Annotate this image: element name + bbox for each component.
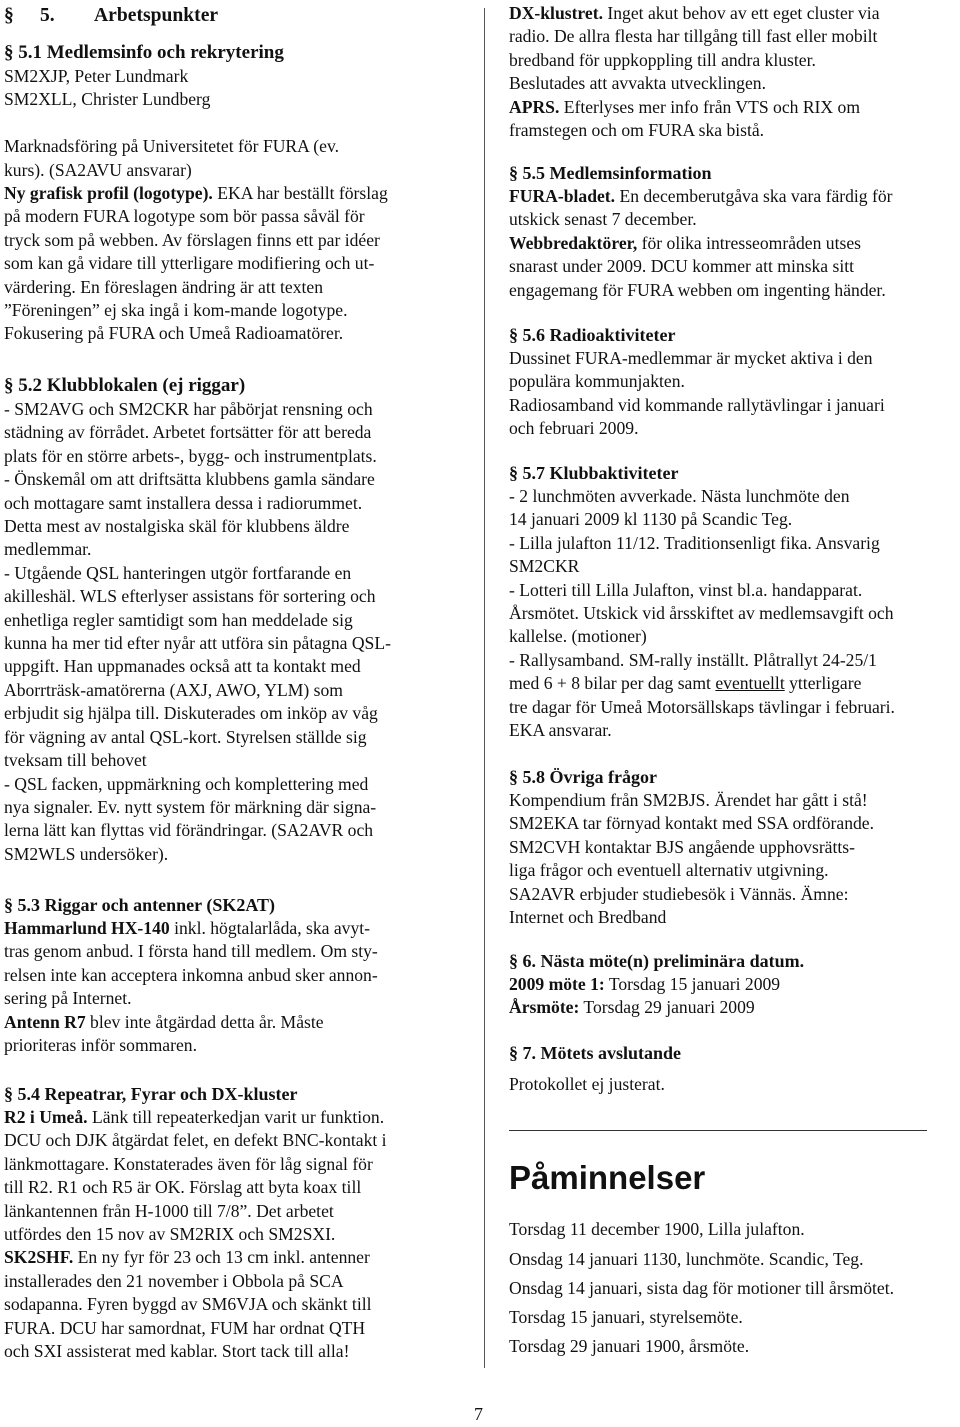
paragraph-eventuellt: med 6 + 8 bilar per dag samt eventuellt ytterligare <box>509 673 862 694</box>
text-line: som kan gå vidare till ytterligare modifiering och ut- <box>4 253 375 274</box>
reminder-item: Torsdag 29 januari 1900, årsmöte. <box>509 1336 750 1356</box>
paragraph-webbredaktorer: Webbredaktörer, för olika intresseområden utses <box>509 232 861 253</box>
text-line: Radiosamband vid kommande rallytävlingar i januari <box>509 394 885 415</box>
reminders-title: Påminnelser <box>509 1159 706 1196</box>
text-line: - Lotteri till Lilla Julafton, vinst bl.a. handapparat. <box>509 579 863 600</box>
annual-meeting-date: Årsmöte: Torsdag 29 januari 2009 <box>509 997 755 1018</box>
text-line: Fokusering på FURA och Umeå Radioamatörer. <box>4 323 344 344</box>
section-7 <box>509 1042 960 1096</box>
text-line: kunna ha mer tid efter nyår att utföra sin påtagna QSL- <box>4 633 391 654</box>
text-line: FURA. DCU har samordnat, FUM har ordnat QTH <box>4 1317 366 1338</box>
section-5-6 <box>509 324 960 441</box>
text-line: tras genom anbud. I första hand till medlem. Om sty- <box>4 941 378 962</box>
text-line: nya signaler. Ev. nytt system för märkning där signa- <box>4 796 377 817</box>
text-line: kurs). (SA2AVU ansvarar) <box>4 159 192 180</box>
reminder-item: Onsdag 14 januari, sista dag för motioner till årsmötet. <box>509 1278 895 1298</box>
text-line: radio. De allra flesta har tillgång till fast eller mobilt <box>509 26 878 47</box>
section-5-1 <box>4 40 462 346</box>
text-line: Detta mest av nostalgiska skäl för klubbens äldre <box>4 516 350 537</box>
text-line: tveksam till behovet <box>4 750 147 771</box>
text-line: framstegen och om FURA ska bistå. <box>509 120 765 141</box>
text-line: - QSL facken, uppmärkning och komplettering med <box>4 773 369 794</box>
paragraph-r2: R2 i Umeå. Länk till repeaterkedjan varit ur funktion. <box>4 1107 385 1127</box>
text-line: länkantennen från H-1000 till 7/8”. Det arbetet <box>4 1200 334 1221</box>
paragraph-antenna: Antenn R7 blev inte åtgärdad detta år. Måste <box>4 1011 324 1032</box>
section-5-1-heading: § 5.1 Medlemsinfo och rekrytering <box>4 42 284 63</box>
text-line <box>4 112 462 135</box>
text-line: installerades den 21 november i Obbola på SCA <box>4 1270 344 1291</box>
section-7-text: Protokollet ej justerat. <box>509 1074 665 1094</box>
section-6 <box>509 950 960 1020</box>
text-line: snarast under 2009. DCU kommer att minska sitt <box>509 256 854 277</box>
column-divider <box>484 8 485 1368</box>
text-line: tre dagar för Umeå Motorsällskaps tävlingar i februari. <box>509 696 895 717</box>
text-line: utskick senast 7 december. <box>509 209 697 230</box>
text-line: städning av förrådet. Arbetet fortsätter för att bereda <box>4 422 372 443</box>
reminder-item: Torsdag 15 januari, styrelsemöte. <box>509 1307 743 1327</box>
section-6-heading: § 6. Nästa möte(n) preliminära datum. <box>509 951 805 971</box>
text-line: SM2CKR <box>509 556 580 577</box>
section-5-8-heading: § 5.8 Övriga frågor <box>509 767 657 787</box>
text-line: Årsmötet. Utskick vid årsskiftet av medlemsavgift och <box>509 603 894 624</box>
text-line: medlemmar. <box>4 539 92 560</box>
text-line: uppgift. Han uppmanades också att ta kontakt med <box>4 656 361 677</box>
paragraph-sk2shf: SK2SHF. En ny fyr för 23 och 13 cm inkl. antenner <box>4 1247 370 1268</box>
section-5-7 <box>509 462 960 742</box>
text-line: och februari 2009. <box>509 418 639 439</box>
text-line: SM2XJP, Peter Lundmark <box>4 66 189 86</box>
dx-cluster-paragraph: DX-klustret. Inget akut behov av ett eget cluster via radio. De allra flesta har tillgång till fast eller mobilt bredband för uppkoppling till andra kluster. Beslutades att avvakta utvecklingen. APRS. Efterlyses mer info från VTS och RIX om framstegen och om FURA ska bistå. <box>509 2 960 142</box>
text-line: länkmottagare. Konstaterades även för låg signal för <box>4 1153 373 1174</box>
text-line: Marknadsföring på Universitetet för FURA (ev. <box>4 136 340 157</box>
text-line: erbjudit sig hjälpa till. Diskuterades om inköp av våg <box>4 703 378 724</box>
text-line: och mottagare samt installera dessa i radiorummet. <box>4 492 363 513</box>
text-line: SM2WLS undersöker). <box>4 843 169 864</box>
reminder-item: Torsdag 11 december 1900, Lilla julafton. <box>509 1219 805 1239</box>
text-line: värdering. En föreslagen ändring är att texten <box>4 276 323 297</box>
text-line: Kompendium från SM2BJS. Ärendet har gått i stå! <box>509 790 868 810</box>
section-5-3-heading: § 5.3 Riggar och antenner (SK2AT) <box>4 895 276 915</box>
section-5-7-heading: § 5.7 Klubbaktiviteter <box>509 463 679 483</box>
section-5-5-heading: § 5.5 Medlemsinformation <box>509 163 712 183</box>
text-line: bredband för uppkoppling till andra kluster. <box>509 49 816 70</box>
text-line: liga frågor och eventuell alternativ utgivning. <box>509 860 829 881</box>
text-line: DCU och DJK åtgärdat felet, en defekt BNC-kontakt i <box>4 1130 387 1151</box>
text-line: - Rallysamband. SM-rally inställt. Plåtrallyt 24-25/1 <box>509 649 877 670</box>
section-5-heading: § 5. Arbetspunkter <box>4 5 219 26</box>
reminder-item: Onsdag 14 januari 1130, lunchmöte. Scandic, Teg. <box>509 1249 864 1269</box>
horizontal-rule <box>509 1130 927 1131</box>
text-line: Dussinet FURA-medlemmar är mycket aktiva i den <box>509 348 873 368</box>
text-line: 14 januari 2009 kl 1130 på Scandic Teg. <box>509 509 793 530</box>
section-5-2 <box>4 373 462 866</box>
page-number: 7 <box>474 1404 483 1424</box>
text-line: kallelse. (motioner) <box>509 626 647 647</box>
text-line: EKA ansvarar. <box>509 720 612 741</box>
section-5-4-heading: § 5.4 Repeatrar, Fyrar och DX-kluster <box>4 1084 298 1104</box>
text-line: Beslutades att avvakta utvecklingen. <box>509 73 766 94</box>
section-5-6-heading: § 5.6 Radioaktiviteter <box>509 325 676 345</box>
text-line: för vägning av antal QSL-kort. Styrelsen ställde sig <box>4 726 367 747</box>
text-line: Aborrträsk-amatörerna (AXJ, AWO, YLM) som <box>4 679 343 700</box>
text-line: sodapanna. Fyren byggd av SM6VJA och skänkt till <box>4 1294 372 1315</box>
text-line: relsen inte kan acceptera inkomna anbud sker annon- <box>4 964 378 985</box>
meeting-1-date: 2009 möte 1: Torsdag 15 januari 2009 <box>509 974 781 994</box>
text-line: - SM2AVG och SM2CKR har påbörjat rensning och <box>4 399 373 419</box>
text-line: ”Föreningen” ej ska ingå i kom-mande logotype. <box>4 300 348 321</box>
section-5-5 <box>509 162 960 302</box>
text-line: lerna lätt kan flyttas vid förändringar. (SA2AVR och <box>4 820 374 841</box>
text-line: SM2CVH kontaktar BJS angående upphovsrätts- <box>509 836 855 857</box>
section-7-heading: § 7. Mötets avslutande <box>509 1043 681 1063</box>
text-line: populära kommunjakten. <box>509 371 685 392</box>
paragraph-fura-bladet: FURA-bladet. En decemberutgåva ska vara färdig för <box>509 186 893 206</box>
section-5-2-heading: § 5.2 Klubblokalen (ej riggar) <box>4 375 246 396</box>
aprs-paragraph: APRS. Efterlyses mer info från VTS och RIX om <box>509 96 861 117</box>
text-line: SA2AVR erbjuder studiebesök i Vännäs. Ämne: <box>509 883 849 904</box>
text-line: utfördes den 15 nov av SM2RIX och SM2SXI. <box>4 1224 336 1245</box>
section-5-8 <box>509 766 960 929</box>
text-line: plats för en större arbets-, bygg- och instrumentplats. <box>4 445 377 466</box>
text-line: SM2EKA tar förnyad kontakt med SSA ordförande. <box>509 813 875 834</box>
text-line: - 2 lunchmöten avverkade. Nästa lunchmöte den <box>509 486 850 506</box>
paragraph-hammarlund: Hammarlund HX-140 inkl. högtalarlåda, ska avyt- <box>4 918 370 938</box>
text-line: - Utgående QSL hanteringen utgör fortfarande en <box>4 562 352 583</box>
text-line: på modern FURA logotype som bör passa såväl för <box>4 206 365 227</box>
section-5-4 <box>4 1083 462 1363</box>
text-line: enhetliga regler samtidigt som han meddelade sig <box>4 609 353 630</box>
paragraph-logotype: Ny grafisk profil (logotype). EKA har beställt förslag <box>4 183 388 204</box>
text-line: och SXI assisterat med kablar. Stort tack till alla! <box>4 1341 350 1362</box>
text-line: Internet och Bredband <box>509 907 667 928</box>
text-line: sering på Internet. <box>4 988 132 1009</box>
text-line: SM2XLL, Christer Lundberg <box>4 89 211 110</box>
text-line: tryck som på webben. Av förslagen finns ett par idéer <box>4 229 380 250</box>
section-5-3 <box>4 894 462 1057</box>
text-line: - Lilla julafton 11/12. Traditionsenligt fika. Ansvarig <box>509 532 880 553</box>
text-line: - Önskemål om att driftsätta klubbens gamla sändare <box>4 469 375 490</box>
text-line: prioriteras inför sommaren. <box>4 1035 197 1056</box>
text-line: engagemang för FURA webben om ingenting händer. <box>509 279 886 300</box>
text-line: till R2. R1 och R5 är OK. Förslag att byta koax till <box>4 1177 362 1198</box>
text-line: akilleshäl. WLS efterlyser assistans för sortering och <box>4 586 376 607</box>
